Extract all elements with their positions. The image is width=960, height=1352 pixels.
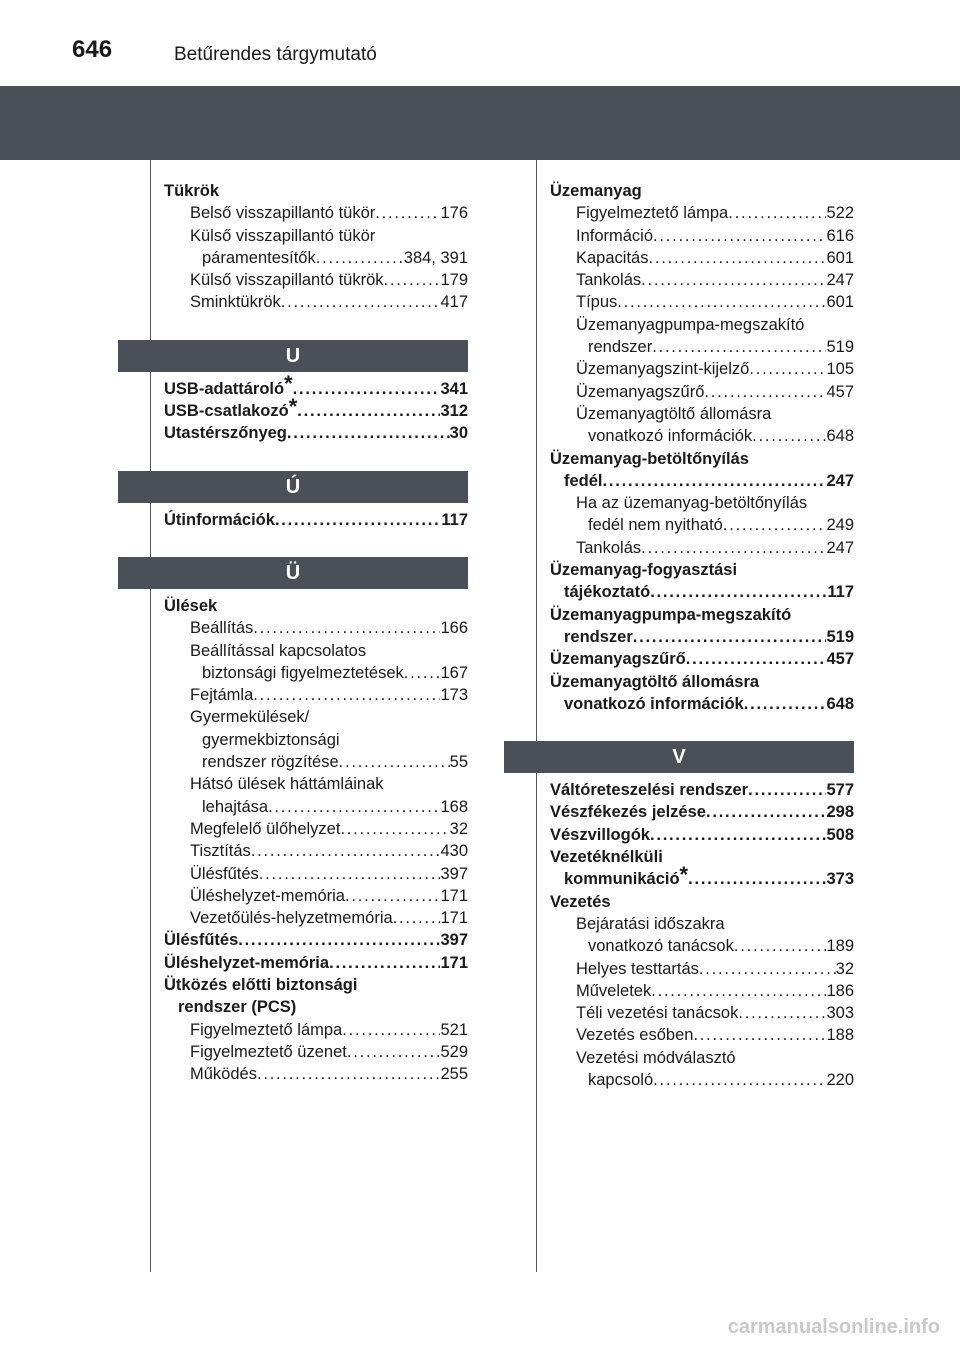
watermark: carmanualsonline.info <box>727 1316 940 1338</box>
index-entry[interactable]: fedél nem nyitható . . . 249 <box>536 514 854 536</box>
index-entry[interactable]: tájékoztató . . . 117 <box>536 581 854 603</box>
index-entry[interactable]: vonatkozó információk . . . 648 <box>536 425 854 447</box>
index-entry: Üzemanyagtöltő állomásra <box>576 404 772 423</box>
index-entry[interactable]: Üléshelyzet-memória . . . 171 <box>150 952 468 974</box>
page-number: 646 <box>72 36 113 63</box>
index-entry[interactable]: Vezetőülés-helyzetmemória . . . 171 <box>150 907 468 929</box>
index-entry[interactable]: Üzemanyagszűrő . . . 457 <box>536 648 854 670</box>
index-entry[interactable]: Külső visszapillantó tükrök . . . 179 <box>150 269 468 291</box>
index-entry: Üzemanyagpumpa-megszakító <box>550 605 792 624</box>
letter-bar-v: V <box>504 741 854 773</box>
index-entry[interactable]: Figyelmeztető üzenet . . . 529 <box>150 1041 468 1063</box>
index-entry[interactable]: rendszer rögzítése . . . 55 <box>150 751 468 773</box>
index-entry[interactable]: páramentesítők . . . 384, 391 <box>150 247 468 269</box>
index-entry[interactable]: Útinformációk . . . 117 <box>150 509 468 531</box>
index-entry[interactable]: rendszer . . . 519 <box>536 336 854 358</box>
index-entry[interactable]: kapcsoló . . . 220 <box>536 1069 854 1091</box>
index-entry: gyermekbiztonsági <box>202 730 340 749</box>
index-entry: Üzemanyagtöltő állomásra <box>550 672 760 691</box>
index-entry: Vezetési módválasztó <box>576 1048 736 1067</box>
index-entry[interactable]: Téli vezetési tanácsok . . . 303 <box>536 1002 854 1024</box>
index-entry[interactable]: Belső visszapillantó tükör . . . 176 <box>150 202 468 224</box>
index-entry[interactable]: Üzemanyagszűrő . . . 457 <box>536 381 854 403</box>
index-entry[interactable]: Fejtámla . . . 173 <box>150 684 468 706</box>
right-column <box>536 180 854 1091</box>
index-entry: rendszer (PCS) <box>178 998 297 1017</box>
index-heading-uzemanyag: Üzemanyag <box>550 182 642 200</box>
index-entry[interactable]: Helyes testtartás . . . 32 <box>536 958 854 980</box>
index-entry[interactable]: Megfelelő ülőhelyzet . . . 32 <box>150 818 468 840</box>
index-entry[interactable]: Ülésfűtés . . . 397 <box>150 863 468 885</box>
letter-bar-u-umlaut: Ü <box>118 557 468 589</box>
index-heading-tukrok: Tükrök <box>164 182 220 200</box>
index-entry[interactable]: Vészfékezés jelzése . . . 298 <box>536 801 854 823</box>
index-entry[interactable]: fedél . . . 247 <box>536 470 854 492</box>
index-entry: Vezetéknélküli <box>550 848 663 867</box>
index-entry: Külső visszapillantó tükör <box>190 226 376 245</box>
index-entry[interactable]: Figyelmeztető lámpa . . . 521 <box>150 1019 468 1041</box>
index-entry[interactable]: Műveletek . . . 186 <box>536 980 854 1002</box>
index-entry: Üzemanyagpumpa-megszakító <box>576 315 805 334</box>
index-entry: Üzemanyag-fogyasztási <box>550 561 738 580</box>
index-entry[interactable]: Üzemanyagszint-kijelző . . . 105 <box>536 358 854 380</box>
index-entry[interactable]: Üléshelyzet-memória . . . 171 <box>150 885 468 907</box>
index-entry[interactable]: USB-csatlakozó* . . . 312 <box>150 400 468 422</box>
index-entry[interactable]: Váltóreteszelési rendszer . . . 577 <box>536 779 854 801</box>
letter-bar-u-acute: Ú <box>118 471 468 503</box>
index-entry[interactable]: Ülésfűtés . . . 397 <box>150 929 468 951</box>
index-entry[interactable]: Utastérszőnyeg . . . 30 <box>150 422 468 444</box>
index-entry: Ha az üzemanyag-betöltőnyílás <box>576 494 808 513</box>
index-entry[interactable]: vonatkozó információk . . . 648 <box>536 693 854 715</box>
index-entry[interactable]: Tankolás . . . 247 <box>536 537 854 559</box>
index-entry: Hátsó ülések háttámláinak <box>190 775 384 794</box>
index-entry[interactable]: Vezetés esőben . . . 188 <box>536 1024 854 1046</box>
index-entry[interactable]: kommunikáció* . . . 373 <box>536 868 854 890</box>
index-heading-vezetes: Vezetés <box>550 892 611 911</box>
index-entry[interactable]: Tankolás . . . 247 <box>536 269 854 291</box>
letter-bar-u: U <box>118 340 468 372</box>
index-entry: Beállítással kapcsolatos <box>190 641 367 660</box>
index-entry: Ütközés előtti biztonsági <box>164 976 358 995</box>
index-entry[interactable]: biztonsági figyelmeztetések . . . 167 <box>150 662 468 684</box>
index-entry[interactable]: Figyelmeztető lámpa . . . 522 <box>536 202 854 224</box>
index-entry: Üzemanyag-betöltőnyílás <box>550 449 749 468</box>
section-title: Betűrendes tárgymutató <box>174 44 377 65</box>
index-entry[interactable]: Tisztítás . . . 430 <box>150 840 468 862</box>
index-heading-ulesek: Ülések <box>164 596 218 615</box>
index-entry[interactable]: vonatkozó tanácsok . . . 189 <box>536 935 854 957</box>
page-header <box>0 0 960 86</box>
left-column <box>150 180 468 1086</box>
index-entry: Bejáratási időszakra <box>576 914 725 933</box>
index-entry[interactable]: Beállítás . . . 166 <box>150 617 468 639</box>
index-entry[interactable]: Működés . . . 255 <box>150 1063 468 1085</box>
index-entry[interactable]: Kapacitás . . . 601 <box>536 247 854 269</box>
index-entry[interactable]: USB-adattároló* . . . 341 <box>150 378 468 400</box>
index-entry[interactable]: Sminktükrök . . . 417 <box>150 291 468 313</box>
index-entry[interactable]: lehajtása . . . 168 <box>150 796 468 818</box>
header-band <box>0 86 960 160</box>
index-entry[interactable]: Információ . . . 616 <box>536 225 854 247</box>
index-entry[interactable]: rendszer . . . 519 <box>536 626 854 648</box>
index-entry[interactable]: Vészvillogók . . . 508 <box>536 824 854 846</box>
index-entry[interactable]: Típus . . . 601 <box>536 291 854 313</box>
index-entry: Gyermekülések/ <box>190 708 310 727</box>
